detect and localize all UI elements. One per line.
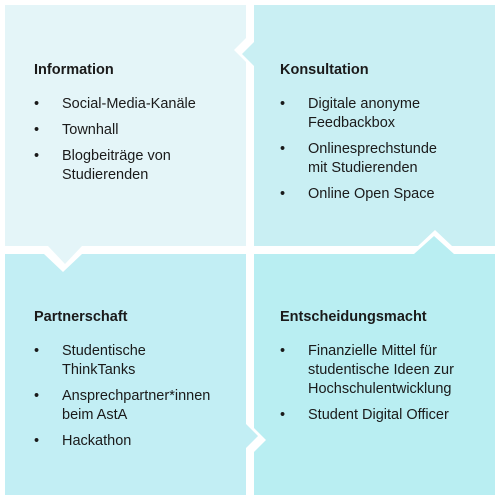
bullet-icon: •: [280, 407, 286, 423]
quadrant-title: Entscheidungsmacht: [280, 309, 427, 325]
list-item: • Townhall: [34, 122, 119, 138]
list-item: • Social-Media-Kanäle: [34, 96, 196, 112]
bullet-icon: •: [34, 148, 40, 164]
quadrant-information: [34, 61, 234, 192]
item-list: [280, 95, 480, 204]
bullet-icon: •: [34, 96, 40, 112]
bullet-icon: •: [280, 96, 286, 112]
quadrant-title: Konsultation: [280, 62, 369, 78]
quadrant-entscheidungsmacht: [280, 308, 485, 432]
list-item: • Studentische ThinkTanks: [34, 343, 146, 378]
list-item: • Onlinesprechstunde mit Studierenden: [280, 141, 437, 176]
bullet-icon: •: [280, 343, 286, 359]
list-item: • Finanzielle Mittel für studentische Ideen zur Hochschulentwicklung: [280, 343, 454, 397]
list-item: • Ansprechpartner*innen beim AstA: [34, 388, 211, 423]
list-item: • Student Digital Officer: [280, 407, 449, 423]
quadrant-konsultation: [280, 61, 480, 211]
list-item: • Hackathon: [34, 433, 132, 449]
item-list: [280, 342, 485, 425]
item-list: [34, 342, 234, 451]
bullet-icon: •: [34, 343, 40, 359]
item-list: [34, 95, 234, 185]
bullet-icon: •: [34, 433, 40, 449]
bullet-icon: •: [34, 122, 40, 138]
bullet-icon: •: [280, 141, 286, 157]
bullet-icon: •: [34, 388, 40, 404]
quadrant-partnerschaft: [34, 308, 234, 458]
list-item: • Online Open Space: [280, 186, 435, 202]
list-item: • Digitale anonyme Feedbackbox: [280, 96, 421, 131]
list-item: • Blogbeiträge von Studierenden: [34, 148, 171, 183]
quadrant-title: Information: [34, 62, 114, 78]
quadrant-title: Partnerschaft: [34, 309, 128, 325]
bullet-icon: •: [280, 186, 286, 202]
